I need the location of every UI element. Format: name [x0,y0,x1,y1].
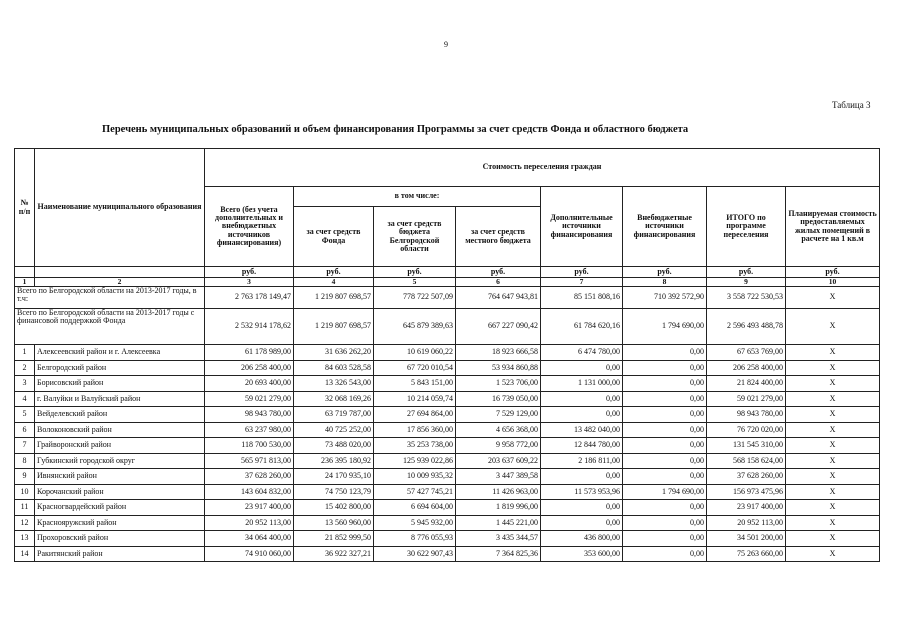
row-cell-itogo: 156 973 475,96 [707,484,786,500]
row-cell-itogo: 23 917 400,00 [707,500,786,516]
header-total: Всего (без учета дополнительных и внебюджетных источников финансирования) [205,187,294,267]
row-cell-planned: X [786,391,880,407]
row-cell-offbudget: 0,00 [623,407,707,423]
row-cell-num: 4 [15,391,35,407]
row-cell-local: 3 435 344,57 [456,531,541,547]
row-cell-offbudget: 0,00 [623,360,707,376]
table-row [15,515,880,531]
row-cell-planned: X [786,515,880,531]
total-cell: 85 151 808,16 [541,287,623,309]
total-cell: 645 879 389,63 [374,309,456,345]
total-cell: X [786,287,880,309]
header-offbudget: Внебюджетные источники финансирования [623,187,707,267]
row-cell-num: 5 [15,407,35,423]
row-cell-regional: 5 945 932,00 [374,515,456,531]
row-cell-fund: 24 170 935,10 [294,469,374,485]
row-cell-offbudget: 0,00 [623,546,707,562]
row-cell-additional: 353 600,00 [541,546,623,562]
row-cell-fund: 21 852 999,50 [294,531,374,547]
row-cell-total: 23 917 400,00 [205,500,294,516]
row-cell-additional: 13 482 040,00 [541,422,623,438]
row-cell-num: 1 [15,345,35,361]
row-cell-additional: 12 844 780,00 [541,438,623,454]
table-row [15,376,880,392]
row-cell-local: 203 637 609,22 [456,453,541,469]
row-cell-regional: 125 939 022,86 [374,453,456,469]
row-cell-fund: 63 719 787,00 [294,407,374,423]
table-row [15,484,880,500]
row-cell-fund: 31 636 262,20 [294,345,374,361]
row-cell-itogo: 59 021 279,00 [707,391,786,407]
table-row [15,438,880,454]
row-cell-additional: 11 573 953,96 [541,484,623,500]
col-number: 6 [456,278,541,287]
row-cell-num: 9 [15,469,35,485]
total-cell: 1 219 807 698,57 [294,287,374,309]
row-cell-planned: X [786,484,880,500]
row-cell-itogo: 67 653 769,00 [707,345,786,361]
municipality-name: Грайворонский район [35,438,205,454]
row-cell-fund: 13 560 960,00 [294,515,374,531]
row-cell-itogo: 37 628 260,00 [707,469,786,485]
row-cell-fund: 32 068 169,26 [294,391,374,407]
row-cell-total: 118 700 530,00 [205,438,294,454]
row-cell-itogo: 98 943 780,00 [707,407,786,423]
row-cell-regional: 8 776 055,93 [374,531,456,547]
row-cell-additional: 0,00 [541,500,623,516]
table-label: Таблица 3 [832,100,871,110]
total-cell: 778 722 507,09 [374,287,456,309]
row-cell-local: 1 523 706,00 [456,376,541,392]
row-cell-fund: 84 603 528,58 [294,360,374,376]
row-cell-planned: X [786,345,880,361]
row-cell-planned: X [786,500,880,516]
col-number: 2 [35,278,205,287]
row-cell-additional: 0,00 [541,360,623,376]
row-cell-planned: X [786,407,880,423]
total-cell: 764 647 943,81 [456,287,541,309]
municipality-name: Ивнянский район [35,469,205,485]
row-cell-offbudget: 0,00 [623,391,707,407]
row-cell-regional: 57 427 745,21 [374,484,456,500]
row-cell-offbudget: 0,00 [623,453,707,469]
row-cell-num: 14 [15,546,35,562]
header-itogo: ИТОГО по программе переселения [707,187,786,267]
row-cell-total: 37 628 260,00 [205,469,294,485]
table-row [15,546,880,562]
total-cell: 3 558 722 530,53 [707,287,786,309]
row-cell-itogo: 20 952 113,00 [707,515,786,531]
row-cell-additional: 1 131 000,00 [541,376,623,392]
row-cell-regional: 10 619 060,22 [374,345,456,361]
header-regional: за счет средств бюджета Белгородской области [374,207,456,267]
row-cell-local: 3 447 389,58 [456,469,541,485]
unit-cell: руб. [294,267,374,278]
row-cell-planned: X [786,531,880,547]
unit-cell: руб. [205,267,294,278]
row-cell-num: 10 [15,484,35,500]
header-fund: за счет средств Фонда [294,207,374,267]
municipality-name: Ракитянский район [35,546,205,562]
row-cell-fund: 13 326 543,00 [294,376,374,392]
col-number: 5 [374,278,456,287]
row-cell-num: 2 [15,360,35,376]
row-cell-local: 11 426 963,00 [456,484,541,500]
row-cell-additional: 6 474 780,00 [541,345,623,361]
row-cell-total: 565 971 813,00 [205,453,294,469]
row-cell-local: 7 364 825,36 [456,546,541,562]
col-number: 7 [541,278,623,287]
row-cell-total: 98 943 780,00 [205,407,294,423]
document-title: Перечень муниципальных образований и объем финансирования Программы за счет средств Фонда и областного бюджета [102,124,689,135]
row-cell-itogo: 131 545 310,00 [707,438,786,454]
row-cell-planned: X [786,469,880,485]
total-row [15,309,880,345]
row-cell-fund: 15 402 800,00 [294,500,374,516]
row-cell-fund: 73 488 020,00 [294,438,374,454]
header-name: Наименование муниципального образования [35,149,205,267]
row-cell-num: 8 [15,453,35,469]
municipality-name: Борисовский район [35,376,205,392]
row-cell-local: 18 923 666,58 [456,345,541,361]
table-row [15,360,880,376]
row-cell-planned: X [786,422,880,438]
row-cell-offbudget: 0,00 [623,345,707,361]
header-cost-group: Стоимость переселения граждан [205,149,880,187]
municipality-name: Волоконовский район [35,422,205,438]
row-cell-num: 12 [15,515,35,531]
row-cell-local: 1 445 221,00 [456,515,541,531]
total-cell: 61 784 620,16 [541,309,623,345]
row-cell-total: 34 064 400,00 [205,531,294,547]
row-cell-num: 13 [15,531,35,547]
row-cell-offbudget: 0,00 [623,422,707,438]
header-planned: Планируемая стоимость предоставляемых жилых помещений в расчете на 1 кв.м [786,187,880,267]
total-cell: 667 227 090,42 [456,309,541,345]
table-row [15,407,880,423]
row-cell-additional: 2 186 811,00 [541,453,623,469]
row-cell-total: 143 604 832,00 [205,484,294,500]
municipality-name: Корочанский район [35,484,205,500]
row-cell-regional: 5 843 151,00 [374,376,456,392]
table-row [15,469,880,485]
row-cell-offbudget: 0,00 [623,438,707,454]
row-cell-regional: 27 694 864,00 [374,407,456,423]
municipality-name: Прохоровский район [35,531,205,547]
row-cell-total: 63 237 980,00 [205,422,294,438]
row-cell-regional: 17 856 360,00 [374,422,456,438]
total-cell: 1 219 807 698,57 [294,309,374,345]
municipality-name: Красногвардейский район [35,500,205,516]
total-name: Всего по Белгородской области на 2013-2017 годы с финансовой поддержкой Фонда [15,309,205,345]
total-cell: 1 794 690,00 [623,309,707,345]
row-cell-planned: X [786,376,880,392]
total-cell: 2 763 178 149,47 [205,287,294,309]
unit-cell: руб. [623,267,707,278]
unit-cell: руб. [541,267,623,278]
row-cell-additional: 0,00 [541,407,623,423]
unit-cell: руб. [374,267,456,278]
row-cell-planned: X [786,453,880,469]
row-cell-total: 61 178 989,00 [205,345,294,361]
row-cell-offbudget: 0,00 [623,376,707,392]
row-cell-planned: X [786,360,880,376]
row-cell-offbudget: 0,00 [623,515,707,531]
municipality-name: Вейделевский район [35,407,205,423]
row-cell-itogo: 206 258 400,00 [707,360,786,376]
municipality-name: Белгородский район [35,360,205,376]
table-row [15,391,880,407]
row-cell-offbudget: 1 794 690,00 [623,484,707,500]
page-number: 9 [444,40,448,49]
header-incl: в том числе: [294,187,541,207]
row-cell-fund: 40 725 252,00 [294,422,374,438]
row-cell-regional: 6 694 604,00 [374,500,456,516]
municipality-name: Губкинский городской округ [35,453,205,469]
row-cell-additional: 436 800,00 [541,531,623,547]
units-row [15,267,880,278]
row-cell-planned: X [786,546,880,562]
row-cell-regional: 35 253 738,00 [374,438,456,454]
table-row [15,345,880,361]
row-cell-local: 9 958 772,00 [456,438,541,454]
row-cell-itogo: 76 720 020,00 [707,422,786,438]
row-cell-local: 4 656 368,00 [456,422,541,438]
table-row [15,422,880,438]
financing-table [14,148,880,562]
table-row [15,500,880,516]
row-cell-offbudget: 0,00 [623,469,707,485]
municipality-name: Алексеевский район и г. Алексеевка [35,345,205,361]
total-cell: 2 596 493 488,78 [707,309,786,345]
municipality-name: г. Валуйки и Валуйский район [35,391,205,407]
row-cell-offbudget: 0,00 [623,500,707,516]
row-cell-fund: 236 395 180,92 [294,453,374,469]
row-cell-fund: 36 922 327,21 [294,546,374,562]
unit-cell: руб. [786,267,880,278]
row-cell-regional: 30 622 907,43 [374,546,456,562]
row-cell-itogo: 568 158 624,00 [707,453,786,469]
row-cell-additional: 0,00 [541,515,623,531]
row-cell-itogo: 34 501 200,00 [707,531,786,547]
col-number: 1 [15,278,35,287]
col-number: 8 [623,278,707,287]
row-cell-total: 206 258 400,00 [205,360,294,376]
total-cell: 710 392 572,90 [623,287,707,309]
total-row [15,287,880,309]
unit-cell: руб. [707,267,786,278]
row-cell-regional: 10 009 935,32 [374,469,456,485]
row-cell-num: 6 [15,422,35,438]
row-cell-itogo: 75 263 660,00 [707,546,786,562]
col-number: 4 [294,278,374,287]
row-cell-total: 20 952 113,00 [205,515,294,531]
row-cell-local: 1 819 996,00 [456,500,541,516]
col-number: 10 [786,278,880,287]
municipality-name: Краснояружский район [35,515,205,531]
row-cell-additional: 0,00 [541,469,623,485]
table-row [15,531,880,547]
row-cell-regional: 67 720 010,54 [374,360,456,376]
row-cell-num: 7 [15,438,35,454]
total-cell: X [786,309,880,345]
row-cell-local: 16 739 050,00 [456,391,541,407]
row-cell-fund: 74 750 123,79 [294,484,374,500]
row-cell-regional: 10 214 059,74 [374,391,456,407]
row-cell-total: 74 910 060,00 [205,546,294,562]
row-cell-num: 3 [15,376,35,392]
row-cell-total: 20 693 400,00 [205,376,294,392]
row-cell-offbudget: 0,00 [623,531,707,547]
row-cell-local: 53 934 860,88 [456,360,541,376]
header-local: за счет средств местного бюджета [456,207,541,267]
col-number: 3 [205,278,294,287]
row-cell-itogo: 21 824 400,00 [707,376,786,392]
column-numbers-row [15,278,880,287]
unit-cell: руб. [456,267,541,278]
row-cell-num: 11 [15,500,35,516]
col-number: 9 [707,278,786,287]
table-row [15,453,880,469]
header-num: № п/п [15,149,35,267]
total-name: Всего по Белгородской области на 2013-2017 годы, в т.ч: [15,287,205,309]
row-cell-local: 7 529 129,00 [456,407,541,423]
total-cell: 2 532 914 178,62 [205,309,294,345]
header-additional: Дополнительные источники финансирования [541,187,623,267]
row-cell-planned: X [786,438,880,454]
row-cell-total: 59 021 279,00 [205,391,294,407]
row-cell-additional: 0,00 [541,391,623,407]
